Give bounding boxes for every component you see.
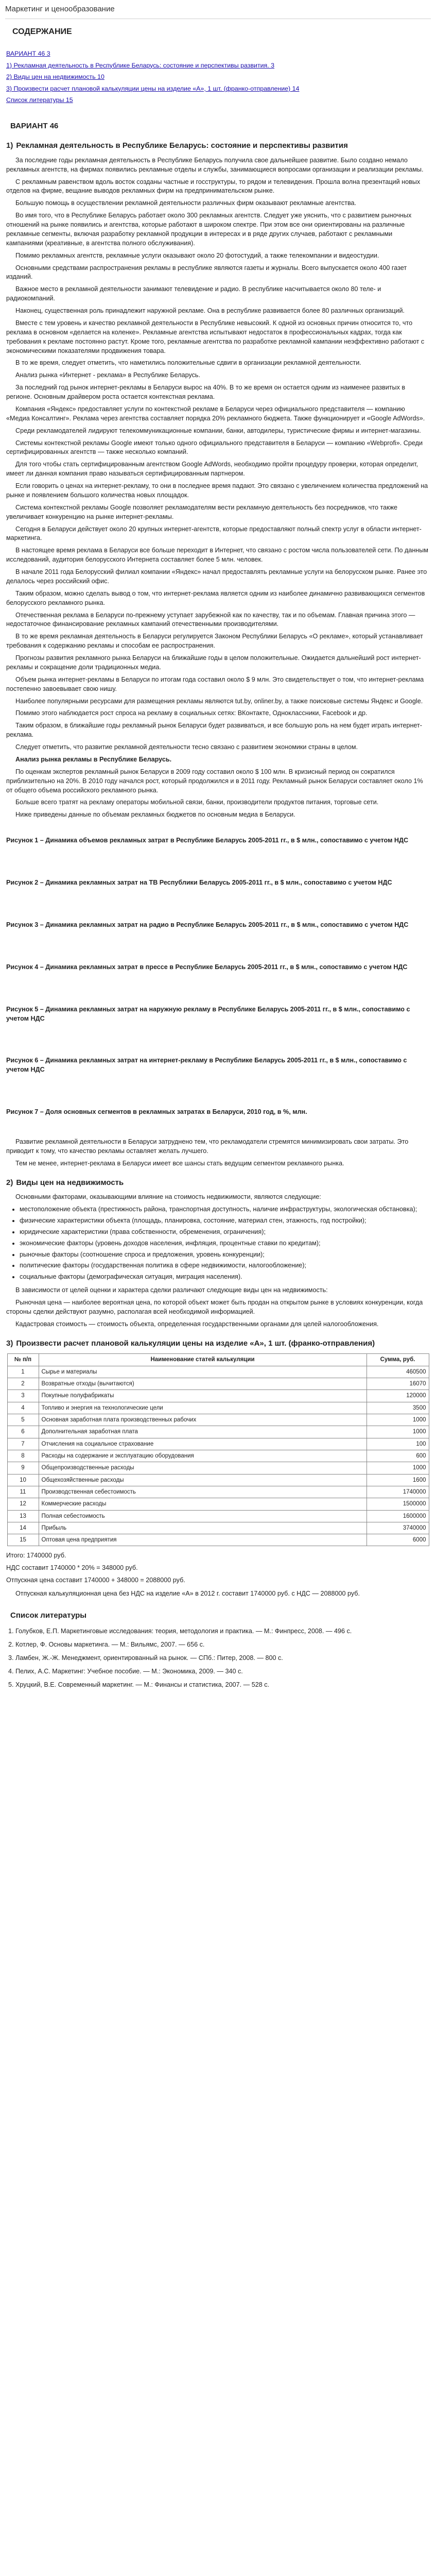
figure-placeholder [6,1044,430,1056]
figure-placeholder [6,1095,430,1108]
row-sum: 1000 [367,1414,429,1426]
toc-heading: СОДЕРЖАНИЕ [12,27,72,37]
calculation-conclusion: Отпускная калькуляционная цена без НДС на изделие «А» в 2012 г. составит 1740000 руб. с НДС — 2088000 руб. [15,1590,360,1598]
row-sum: 1740000 [367,1486,429,1498]
row-number: 7 [7,1438,39,1450]
section-2-paragraphs [6,1286,430,1329]
figure [6,993,430,1024]
paragraph: Таким образом, в ближайшие годы рекламный рынок Беларуси будет развиваться, и все большую роль на нем будет играть интернет-реклама. [6,722,422,739]
paragraph: Развитие рекламной деятельности в Беларуси затруднено тем, что рекламодатели стремятся минимизировать свои затраты. Это приводит к тому, что качество рекламы оставляет желать лучшего. [6,1138,409,1155]
literature-item: 1. Голубков, Е.П. Маркетинговые исследования: теория, методология и практика. — М.: Финпресс, 2008. — 496 с. [15,1627,430,1636]
row-item: Возвратные отходы (вычитаются) [39,1378,367,1389]
summary-line: НДС составит 1740000 * 20% = 348000 руб. [6,1564,138,1572]
paragraph: Помимо этого наблюдается рост спроса на рекламу в социальных сетях: ВКонтакте, Одноклассники, Facebook и др. [15,709,368,717]
table-row [7,1390,429,1402]
table-row [7,1474,429,1486]
section-2-title-text: Виды цен на недвижимость [16,1178,124,1187]
figure [6,951,430,972]
section-2-num: 2) [6,1178,13,1187]
row-sum: 1000 [367,1426,429,1438]
section-3-num: 3) [6,1338,13,1348]
figure-caption: Рисунок 5 – Динамика рекламных затрат на наружную рекламу в Республике Беларусь 2005-2011 гг., в $ млн., сопоставимо с учетом НДС [6,1005,410,1022]
table-row [7,1462,429,1474]
row-item: Оптовая цена предприятия [39,1534,367,1546]
row-number: 12 [7,1498,39,1510]
factor-item: • социальные факторы (демографическая ситуация, миграция населения). [20,1273,430,1282]
figure-caption: Рисунок 6 – Динамика рекламных затрат на интернет-рекламу в Республике Беларусь 2005-2011 гг., в $ млн., сопоставимо с учетом НДС [6,1057,407,1074]
section-1-title-text: Рекламная деятельность в Республике Беларусь: состояние и перспективы развития [16,141,348,150]
paragraph: Наконец, существенная роль принадлежит наружной рекламе. Она в республике развивается более 80 различных организаций. [15,307,405,315]
paragraph: В настоящее время реклама в Беларуси все больше переходит в Интернет, что связано с ростом числа пользователей сети. По данным исследований, аудитория белорусского Интернета составляет более 5 млн. человек. [6,547,428,564]
row-sum: 1600 [367,1474,429,1486]
row-number: 15 [7,1534,39,1546]
figure-placeholder [6,866,430,878]
col-header-num: № п/п [7,1354,39,1366]
paragraph: Среди рекламодателей лидируют телекоммуникационные компании, банки, автодилеры, туристические фирмы и интернет-магазины. [15,427,421,434]
paragraph: Таким образом, можно сделать вывод о том, что интернет-реклама является одним из наиболее динамично развивающихся сегментов белорусского рекламного рынка. [6,589,425,606]
paragraph: Наиболее популярными ресурсами для размещения рекламы являются tut.by, onliner.by, а также поисковые системы Яндекс и Google. [15,697,423,705]
paragraph: Во имя того, что в Республике Беларусь работает около 300 рекламных агентств. Следует уже уяснить, что с развитием рыночных отношений на рынке появились и агентства, которые работают в широком спектре. При этом все они ориентированы на различные рекламные сегменты, включая разработку рекламной продукции в интересах и в ряде других случаев, работают с рекламными кампаниями (креативные, в агентства полного обслуживания). [6,212,412,247]
row-number: 1 [7,1366,39,1378]
row-sum: 6000 [367,1534,429,1546]
figure [6,908,430,930]
paragraph: Если говорить о ценах на интернет-рекламу, то они в последнее время падают. Это связано с увеличением количества предложений на рынке и появлением большого количества новых площадок. [6,482,428,499]
factor-item: • экономические факторы (уровень доходов населения, инфляция, процентные ставки по кредитам); [20,1239,430,1248]
paragraph: С рекламным равенством вдоль восток созданы частные и госструктуры, то рядом и телевидения. Прошла волна презентаций новых отделов на фирме, вещание выводов рекламных фирм на предпринимательском рынке. [6,178,421,195]
paragraph: В то же время рекламная деятельность в Беларуси регулируется Законом Республики Беларусь «О рекламе», который устанавливает требования к содержанию рекламы и способам ее распространения. [6,633,423,650]
row-item: Покупные полуфабрикаты [39,1390,367,1402]
table-row [7,1450,429,1462]
calculation-table [7,1353,429,1546]
figure-placeholder [6,824,430,836]
paragraph: Кадастровая стоимость — стоимость объекта, определенная государственными органами для целей налогообложения. [15,1320,379,1328]
paragraph: В то же время, следует отметить, что наметились положительные сдвиги в организации рекламной деятельности. [15,359,361,367]
row-item: Прибыль [39,1522,367,1534]
row-sum: 1600000 [367,1510,429,1522]
paragraph: Объем рынка интернет-рекламы в Беларуси по итогам года составил около $ 9 млн. Это свидетельствует о том, что интернет-реклама постепенно завоевывает свою нишу. [6,675,424,692]
summary-line: Отпускная цена составит 1740000 + 348000 = 2088000 руб. [6,1577,185,1584]
figure-placeholder [6,993,430,1005]
section-1-num: 1) [6,141,13,150]
page-header [0,0,436,19]
row-item: Коммерческие расходы [39,1498,367,1510]
variant-title: ВАРИАНТ 46 [10,122,59,131]
analysis-paragraph-3: Ниже приведены данные по объемам рекламных бюджетов по основным медиа в Беларуси. [15,811,295,819]
row-item: Топливо и энергия на технологические цели [39,1402,367,1414]
row-sum: 16070 [367,1378,429,1389]
row-item: Отчисления на социальное страхование [39,1438,367,1450]
literature-title: Список литературы [10,1611,87,1620]
section-1-title [6,141,430,151]
paragraph: Отечественная реклама в Беларуси по-прежнему уступает зарубежной как по качеству, так и по объемам. Главная причина этого — недостаточное финансирование рекламных кампаний отечественными производителями. [6,611,415,628]
table-row [7,1438,429,1450]
figure-caption: Рисунок 2 – Динамика рекламных затрат на ТВ Республики Беларусь 2005-2011 гг., в $ млн., сопоставимо с учетом НДС [6,879,392,887]
paragraph: Рыночная цена — наиболее вероятная цена, по которой объект может быть продан на открытом рынке в условиях конкуренции, когда стороны сделки действуют разумно, располагая всей необходимой информацией. [6,1299,423,1315]
row-item: Общепроизводственные расходы [39,1462,367,1474]
paragraph: В начале 2011 года Белорусский филиал компании «Яндекс» начал предоставлять рекламные услуги на белорусском рынке. Ранее это делалось через российский офис. [6,568,427,585]
row-sum: 600 [367,1450,429,1462]
paragraph: Системы контекстной рекламы Google имеют только одного официального представителя в Беларуси — компанию «Webprofi». Среди сертифицированных агентств — также несколько компаний. [6,439,423,456]
figure-placeholder [6,908,430,921]
row-item: Расходы на содержание и эксплуатацию оборудования [39,1450,367,1462]
figure-caption: Рисунок 1 – Динамика объемов рекламных затрат в Республике Беларусь 2005-2011 гг., в $ млн., сопоставимо с учетом НДС [6,837,409,844]
section-3-title-text: Произвести расчет плановой калькуляции цены на изделие «А», 1 шт. (франко-отправления) [16,1338,375,1348]
figure-caption: Рисунок 4 – Динамика рекламных затрат в прессе в Республике Беларусь 2005-2011 гг., в $ млн., сопоставимо с учетом НДС [6,963,408,971]
toc-link-literature[interactable]: Список литературы 15 [6,96,73,104]
row-number: 9 [7,1462,39,1474]
row-number: 4 [7,1402,39,1414]
table-row [7,1534,429,1546]
table-row [7,1426,429,1438]
row-number: 2 [7,1378,39,1389]
toc-link-section-3[interactable]: 3) Произвести расчет плановой калькуляции цены на изделие «А», 1 шт. (франко-отправление) 14 [6,84,300,92]
table-row [7,1366,429,1378]
analysis-paragraph-2: Больше всего тратят на рекламу операторы мобильной связи, банки, производители продуктов питания, торговые сети. [15,799,379,806]
summary-line: Итого: 1740000 руб. [6,1552,66,1560]
paragraph: За последний год рынок интернет-рекламы в Беларуси вырос на 40%. В то же время он остается одним из наименее развитых в регионе. Основным драйвером роста остается контекстная реклама. [6,384,406,401]
figure [6,866,430,888]
row-number: 10 [7,1474,39,1486]
paragraph: За последние годы рекламная деятельность в Республике Беларусь получила свое дальнейшее развитие. Было создано немало рекламных агентств, на фирмах появились рекламные отделы и службы, занимающиеся вопросами организации и реализации рекламы. [6,156,424,173]
table-row [7,1414,429,1426]
paragraph: Вместе с тем уровень и качество рекламной деятельности в Республике невысокий. К одной из основных причин относится то, что реклама в основном «делается на коленке». Рекламные агентства испытывают недостаток в профессиональных кадрах, тогда как требования к рекламе постоянно растут. Кроме того, рекламные агентства по разработке рекламной кампании неэффективно работают с экономическими показателями продвижения товара. [6,319,425,354]
analysis-paragraph: По оценкам экспертов рекламный рынок Беларуси в 2009 году составил около $ 100 млн. В кризисный период он сократился приблизительно на 20%. В 2010 году начался рост, который продолжился и в 2011 году. Рекламный рынок Беларуси составляет около 1% от общего объема российского рекламного рынка. [6,768,423,794]
section-1-paragraphs [6,156,430,752]
paragraph: Сегодня в Беларуси действует около 20 крупных интернет-агентств, которые предоставляют полный спектр услуг в области интернет-маркетинга. [6,525,422,542]
row-item: Полная себестоимость [39,1510,367,1522]
literature-item: 4. Пелих, А.С. Маркетинг: Учебное пособие. — М.: Экономика, 2009. — 340 с. [15,1667,430,1676]
row-number: 3 [7,1390,39,1402]
row-item: Производственная себестоимость [39,1486,367,1498]
calculation-header-row [7,1354,429,1366]
paragraph: Тем не менее, интернет-реклама в Беларуси имеет все шансы стать ведущим сегментом рекламного рынка. [15,1159,344,1167]
row-number: 5 [7,1414,39,1426]
literature-item: 3. Ламбен, Ж.-Ж. Менеджмент, ориентированный на рынок. — СПб.: Питер, 2008. — 800 с. [15,1654,430,1663]
row-number: 11 [7,1486,39,1498]
factor-item: • юридические характеристики (права собственности, обременения, ограничения); [20,1228,430,1237]
literature-item: 5. Хруцкий, В.Е. Современный маркетинг. — М.: Финансы и статистика, 2007. — 528 с. [15,1681,430,1690]
toc-link-variant[interactable]: ВАРИАНТ 46 3 [6,50,50,58]
row-sum: 1000 [367,1462,429,1474]
col-header-item: Наименование статей калькуляции [39,1354,367,1366]
row-sum: 1500000 [367,1498,429,1510]
figure [6,824,430,845]
row-sum: 3740000 [367,1522,429,1534]
calculation-table-body [7,1366,429,1546]
paragraph: Следует отметить, что развитие рекламной деятельности тесно связано с развитием экономики страны в целом. [15,743,358,751]
row-item: Общехозяйственные расходы [39,1474,367,1486]
factor-item: • местоположение объекта (престижность района, транспортная доступность, наличие инфраструктуры, экологическая обстановка); [20,1205,430,1214]
paragraph: Компания «Яндекс» предоставляет услуги по контекстной рекламе в Беларуси через официального представителя — компанию «Медиа Консалтинг». Реклама через агентства составляет порядка 20% рекламного бюджета. Также функционирует и «Google AdWords». [6,405,425,422]
row-item: Основная заработная плата производственных рабочих [39,1414,367,1426]
factor-item: • политические факторы (государственная политика в сфере недвижимости, налогообложение); [20,1261,430,1270]
paragraph: Большую помощь в осуществлении рекламной деятельности различных фирм оказывают рекламные агентства. [15,199,356,207]
calculation-summary [6,1551,430,1585]
row-sum: 100 [367,1438,429,1450]
paragraph: Помимо рекламных агентств, рекламные услуги оказывают около 20 фотостудий, а также телекомпании и видеостудии. [15,251,379,259]
toc-link-section-2[interactable]: 2) Виды цен на недвижимость 10 [6,73,104,81]
site-title: Маркетинг и ценообразование [5,5,115,13]
table-row [7,1486,429,1498]
paragraph: Система контекстной рекламы Google позволяет рекламодателям вести рекламную деятельность без посредников, что также увеличивает конкуренцию на рынке интернет-рекламы. [6,503,398,520]
section-2-title [6,1178,430,1188]
factor-item: • физические характеристики объекта (площадь, планировка, состояние, материал стен, этажность, год постройки); [20,1216,430,1226]
figure-caption: Рисунок 3 – Динамика рекламных затрат на радио в Республике Беларусь 2005-2011 гг., в $ млн., сопоставимо с учетом НДС [6,921,409,928]
calculation-table-head [7,1354,429,1366]
figure-placeholder [6,951,430,963]
row-number: 14 [7,1522,39,1534]
row-item: Дополнительная заработная плата [39,1426,367,1438]
document-body [0,26,436,1689]
paragraph: Анализ рынка «Интернет - реклама» в Республике Беларусь. [15,371,200,379]
figure [6,1044,430,1075]
paragraph: Прогнозы развития рекламного рынка Беларуси на ближайшие годы в целом положительные. Ожидается дальнейший рост интернет-рекламы и сокращение доли традиционных медиа. [6,654,421,671]
price-factors-list [20,1205,430,1282]
table-row [7,1510,429,1522]
figure-caption: Рисунок 7 – Доля основных сегментов в рекламных затратах в Беларуси, 2010 год, в %, млн. [6,1108,307,1116]
literature-item: 2. Котлер, Ф. Основы маркетинга. — М.: Вильямс, 2007. — 656 с. [15,1640,430,1650]
row-number: 8 [7,1450,39,1462]
paragraph: В зависимости от целей оценки и характера сделки различают следующие виды цен на недвижимость: [15,1286,328,1294]
table-row [7,1498,429,1510]
figure [6,1095,430,1117]
row-sum: 460500 [367,1366,429,1378]
row-number: 13 [7,1510,39,1522]
figure-list [6,824,430,1117]
paragraph: Основными средствами распространения рекламы в республике являются газеты и журналы. Всего выпускается около 400 газет изданий. [6,264,407,281]
toc-link-section-1[interactable]: 1) Рекламная деятельность в Республике Беларусь: состояние и перспективы развития. 3 [6,61,275,69]
row-sum: 3500 [367,1402,429,1414]
factor-item: • рыночные факторы (соотношение спроса и предложения, уровень конкуренции); [20,1250,430,1260]
table-row [7,1378,429,1389]
col-header-sum: Сумма, руб. [367,1354,429,1366]
section-3-title [6,1338,430,1349]
row-sum: 120000 [367,1390,429,1402]
table-row [7,1522,429,1534]
row-item: Сырье и материалы [39,1366,367,1378]
table-row [7,1402,429,1414]
paragraph: Для того чтобы стать сертифицированным агентством Google AdWords, необходимо пройти процедуру проверки, которая определит, имеет ли данная компания право называться сертифицированным партнером. [6,461,418,478]
paragraph: Важное место в рекламной деятельности занимают телевидение и радио. В республике насчитывается около 80 теле- и радиокомпаний. [6,285,381,302]
row-number: 6 [7,1426,39,1438]
section-2-intro: Основными факторами, оказывающими влияние на стоимость недвижимости, являются следующие: [15,1193,321,1201]
literature-list [6,1627,430,1689]
section-1-closing [6,1138,430,1168]
analysis-title: Анализ рынка рекламы в Республике Беларусь. [15,755,172,763]
